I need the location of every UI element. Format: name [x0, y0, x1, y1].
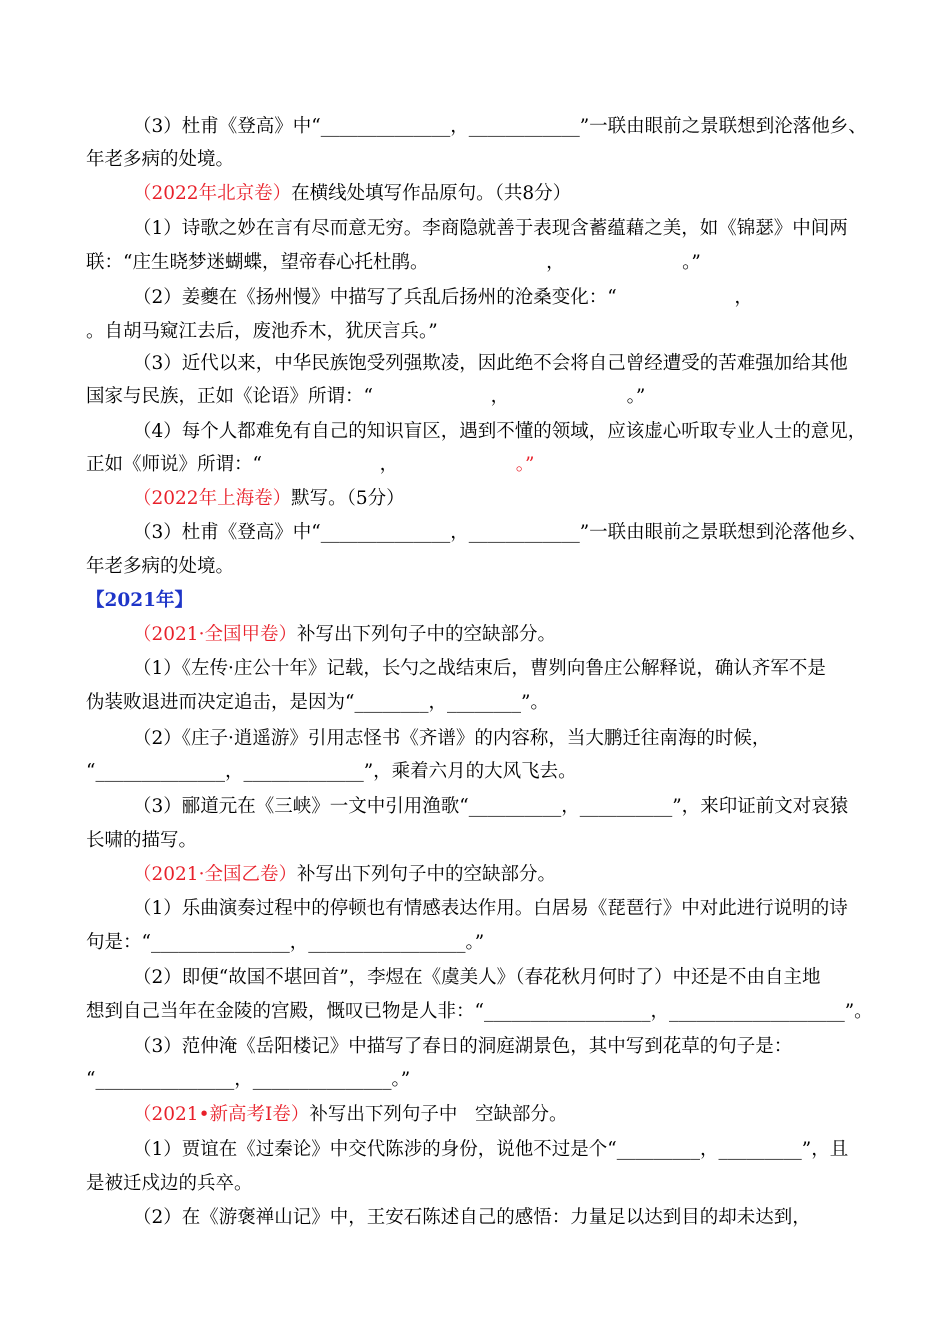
text-line: 长啸的描写。 — [86, 830, 198, 851]
question-header: （2021•新高考Ⅰ卷）补写出下列句子中 空缺部分。 — [133, 1104, 568, 1125]
text-line: （2）姜夔在《扬州慢》中描写了兵乱后扬州的沧桑变化：“ ， — [133, 287, 753, 308]
text-line: 想到自己当年在金陵的宫殿，慨叹已物是人非：“__________________，___________________”。 — [86, 1001, 873, 1022]
red-punctuation: 。” — [515, 454, 535, 475]
source-label: （2021·全国乙卷） — [133, 864, 297, 885]
text-line: （3）近代以来，中华民族饱受列强欺凌，因此绝不会将自己曾经遭受的苦难强加给其他 — [133, 353, 848, 374]
source-label: （2021•新高考Ⅰ卷） — [133, 1104, 310, 1125]
text-line: （3）范仲淹《岳阳楼记》中描写了春日的洞庭湖景色，其中写到花草的句子是： — [133, 1036, 793, 1057]
source-label: （2021·全国甲卷） — [133, 624, 297, 645]
text-line: 伪装败退进而决定追击，是因为“________，________”。 — [86, 692, 549, 713]
text-line: 。自胡马窥江去后，废池乔木，犹厌言兵。” — [86, 321, 438, 342]
text-line: （1）乐曲演奏过程中的停顿也有情感表达作用。白居易《琵琶行》中对此进行说明的诗 — [133, 898, 848, 919]
section-heading: 【2021年】 — [86, 590, 193, 611]
text-line: 句是：“_______________，_________________。” — [86, 932, 485, 953]
text-line: （1）诗歌之妙在言有尽而意无穷。李商隐就善于表现含蓄蕴藉之美，如《锦瑟》中间两 — [133, 218, 848, 239]
source-label: （2022年北京卷） — [133, 183, 292, 204]
text-line: （3）杜甫《登高》中“______________，____________”一联由眼前之景联想到沦落他乡、 — [133, 522, 867, 543]
text-line: （3）杜甫《登高》中“______________，____________”一联由眼前之景联想到沦落他乡、 — [133, 116, 867, 137]
text-line: （3）郦道元在《三峡》一文中引用渔歌“__________，__________”，来印证前文对哀猿 — [133, 796, 849, 817]
question-header: （2021·全国乙卷）补写出下列句子中的空缺部分。 — [133, 864, 556, 885]
text-line: （2）《庄子·逍遥游》引用志怪书《齐谱》的内容称，当大鹏迁往南海的时候， — [133, 728, 771, 749]
text-line: 年老多病的处境。 — [86, 556, 235, 577]
text-line: 是被迁戍边的兵卒。 — [86, 1173, 253, 1194]
text-line: 国家与民族，正如《论语》所谓：“ ， 。” — [86, 386, 646, 407]
source-label: （2022年上海卷） — [133, 488, 292, 509]
text-line: “______________，_____________”，乘着六月的大风飞去。 — [86, 761, 577, 782]
text-line: 正如《师说》所谓：“ ， 。” — [86, 454, 535, 475]
text-line: 年老多病的处境。 — [86, 149, 235, 170]
text-line: （1）贾谊在《过秦论》中交代陈涉的身份，说他不过是个“_________，_________”，且 — [133, 1139, 849, 1160]
text-line: 联：“庄生晓梦迷蝴蝶，望帝春心托杜鹃。 ， 。” — [86, 252, 701, 273]
text-line: （2）即便“故国不堪回首”，李煜在《虞美人》（春花秋月何时了）中还是不由自主地 — [133, 967, 821, 988]
question-header: （2021·全国甲卷）补写出下列句子中的空缺部分。 — [133, 624, 556, 645]
text-line: （4）每个人都难免有自己的知识盲区，遇到不懂的领域，应该虚心听取专业人士的意见， — [133, 421, 867, 442]
question-header: （2022年北京卷）在横线处填写作品原句。（共8分） — [133, 183, 572, 204]
text-line: （1）《左传·庄公十年》记载，长勺之战结束后，曹刿向鲁庄公解释说，确认齐军不是 — [133, 658, 826, 679]
text-line: （2）在《游褒禅山记》中，王安石陈述自己的感悟：力量足以达到目的却未达到， — [133, 1207, 811, 1228]
question-header: （2022年上海卷）默写。（5分） — [133, 488, 405, 509]
text-line: “_______________，_______________。” — [86, 1069, 411, 1090]
